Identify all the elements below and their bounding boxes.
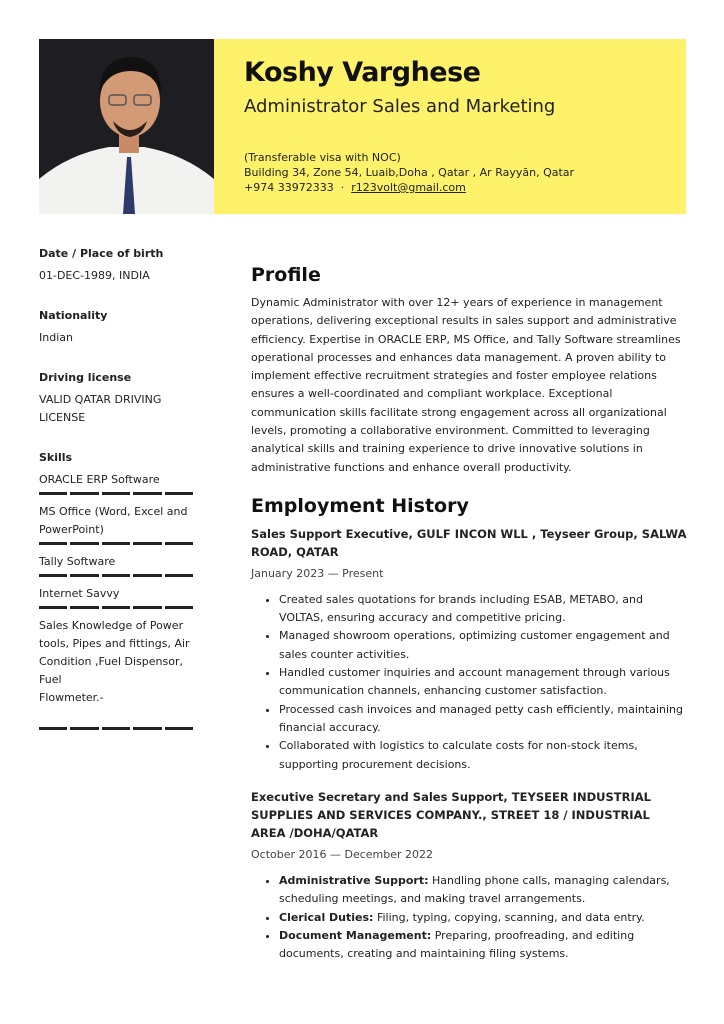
skill-name: MS Office (Word, Excel and PowerPoint) [39,505,188,536]
candidate-name: Koshy Varghese [244,57,481,88]
bullet-item: • Collaborated with logistics to calculate costs for non-stock items, supporting procurement decisions. [279,737,687,774]
bullet-text: Preparing, proofreading, and editing documents, creating and maintaining filing systems. [279,928,635,961]
job-entry-title: Sales Support Executive, GULF INCON WLL , Teyseer Group, SALWA ROAD, QATAR [251,526,687,560]
job-bullets [251,872,687,963]
skills-label: Skills [39,451,73,464]
main-content [251,262,687,964]
skill-item [39,553,193,577]
bullet-item: • Handled customer inquiries and account management through various communication channels, enhancing customer satisfaction. [279,664,687,701]
skill-item [39,503,193,545]
bullet-text: Filing, typing, copying, scanning, and data entry. [373,910,645,924]
job-bullets [251,591,687,774]
skill-name: ORACLE ERP Software [39,473,160,486]
contact-info [244,150,574,195]
phone: +974 33972333 [244,181,334,194]
skill-level-bar [39,574,193,577]
bullet-item [279,927,687,964]
birth-label: Date / Place of birth [39,247,164,260]
job-entry [251,788,687,964]
job-entry-title: Executive Secretary and Sales Support, TEYSEER INDUSTRIAL SUPPLIES AND SERVICES COMPANY., STREET 18 / INDUSTRIAL AREA /DOHA/QATAR [251,789,651,841]
bullet-item: • Created sales quotations for brands including ESAB, METABO, and VOLTAS, ensuring accuracy and competitive pricing. [279,591,687,628]
job-entry [251,525,687,774]
sidebar [39,245,193,738]
nationality-label: Nationality [39,309,108,322]
bullet-item [279,909,687,927]
skill-item [39,471,193,495]
birth-value: 01-DEC-1989, INDIA [39,269,150,282]
job-dates: January 2023 — Present [251,566,384,580]
job-dates: October 2016 — December 2022 [251,847,434,861]
skill-item [39,585,193,609]
profile-photo [39,39,214,214]
skill-name-cont: Flowmeter.- [39,691,104,704]
bullet-item: • Processed cash invoices and managed petty cash efficiently, maintaining financial accuracy. [279,701,687,738]
bullet-label: Document Management: [279,928,432,942]
license-label: Driving license [39,371,132,384]
skill-level-bar [39,492,193,495]
email-link[interactable]: r123volt@gmail.com [351,181,466,194]
visa-note: (Transferable visa with NOC) [244,151,401,164]
skill-level-bar [39,606,193,609]
resume-header [39,39,686,214]
skill-name: Internet Savvy [39,587,120,600]
license-value: VALID QATAR DRIVING LICENSE [39,393,162,424]
skill-item [39,617,193,730]
employment-heading: Employment History [251,494,469,517]
address: Building 34, Zone 54, Luaib,Doha , Qatar , Ar Rayyān, Qatar [244,166,575,179]
profile-text: Dynamic Administrator with over 12+ years of experience in management operations, delivering exceptional results in sales support and administrative efficiency. Expertise in ORACLE ERP, MS Office, and Tally Software streamlines operational processes and enhances data management. A proven ability to implement effective recruitment strategies and foster employee relations ensures a well-coordinated and compliant workplace. Exceptional communication skills facilitate strong engagement across all organizational levels, promoting a collaborative environment. Committed to leveraging analytical skills and training experience to drive innovative solutions in administrative functions and enhance overall productivity. [251,296,681,474]
bullet-label: Clerical Duties: [279,910,374,924]
bullet-item [279,872,687,909]
skill-name: Sales Knowledge of Power tools, Pipes and fittings, Air Condition ,Fuel Dispensor, Fuel [39,619,190,686]
bullet-label: Administrative Support: [279,874,429,888]
skill-level-bar [39,542,193,545]
profile-heading: Profile [251,264,321,286]
separator: · [340,181,345,194]
bullet-item: • Managed showroom operations, optimizing customer engagement and sales counter activities. [279,627,687,664]
skill-name: Tally Software [39,555,116,568]
skill-level-bar [39,727,193,730]
nationality-value: Indian [39,331,73,344]
job-title: Administrator Sales and Marketing [244,96,556,117]
bullet-text: Handling phone calls, managing calendars, scheduling meetings, and making travel arrangements. [279,874,670,906]
